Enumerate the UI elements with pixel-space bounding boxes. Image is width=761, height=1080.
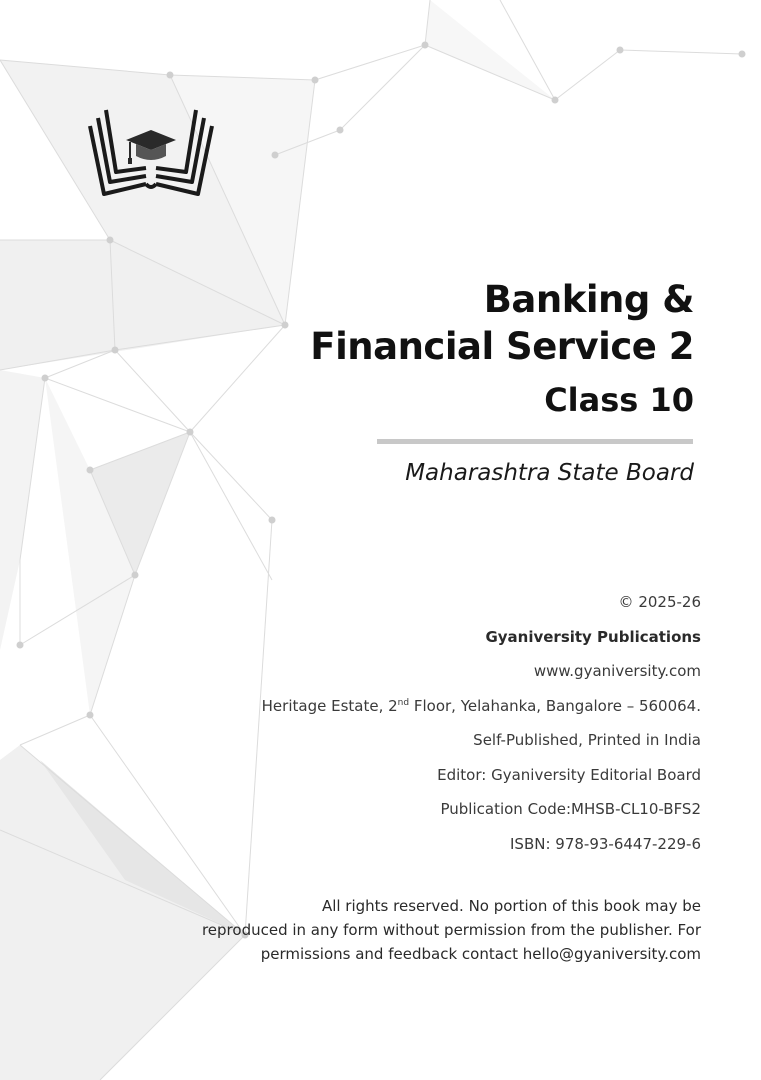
colophon xyxy=(101,590,701,866)
book-title-line-1: Banking & xyxy=(483,278,694,321)
book-title-line-2: Financial Service 2 xyxy=(310,325,694,368)
publisher-name: Gyaniversity Publications xyxy=(485,627,701,646)
rights-line-3: permissions and feedback contact hello@gyaniversity.com xyxy=(260,945,701,963)
printing-info: Self-Published, Printed in India xyxy=(473,731,701,749)
open-book-graduation-cap-icon xyxy=(84,96,218,200)
publication-code-label: Publication Code: xyxy=(440,800,572,818)
class-label: Class 10 xyxy=(544,381,694,419)
rights-line-1: All rights reserved. No portion of this book may be xyxy=(321,897,701,915)
rights-line-2: reproduced in any form without permission from the publisher. For xyxy=(201,921,701,939)
title-divider xyxy=(377,439,693,444)
address-suffix: Floor, Yelahanka, Bangalore – 560064. xyxy=(409,696,701,715)
rights-notice xyxy=(81,894,701,966)
board-name: Maharashtra State Board xyxy=(405,460,694,486)
address-prefix: Heritage Estate, 2 xyxy=(261,696,398,715)
publisher-website: www.gyaniversity.com xyxy=(533,662,701,680)
publication-code-value: MHSB-CL10-BFS2 xyxy=(571,800,701,818)
book-title xyxy=(174,276,694,370)
isbn-info: ISBN: 978-93-6447-229-6 xyxy=(510,834,701,853)
copyright-text: © 2025-26 xyxy=(618,593,701,611)
address-ordinal: nd xyxy=(397,697,410,708)
publisher-address xyxy=(101,694,701,729)
publication-code xyxy=(101,797,701,832)
editor-info: Editor: Gyaniversity Editorial Board xyxy=(437,765,701,784)
title-block xyxy=(174,276,694,422)
